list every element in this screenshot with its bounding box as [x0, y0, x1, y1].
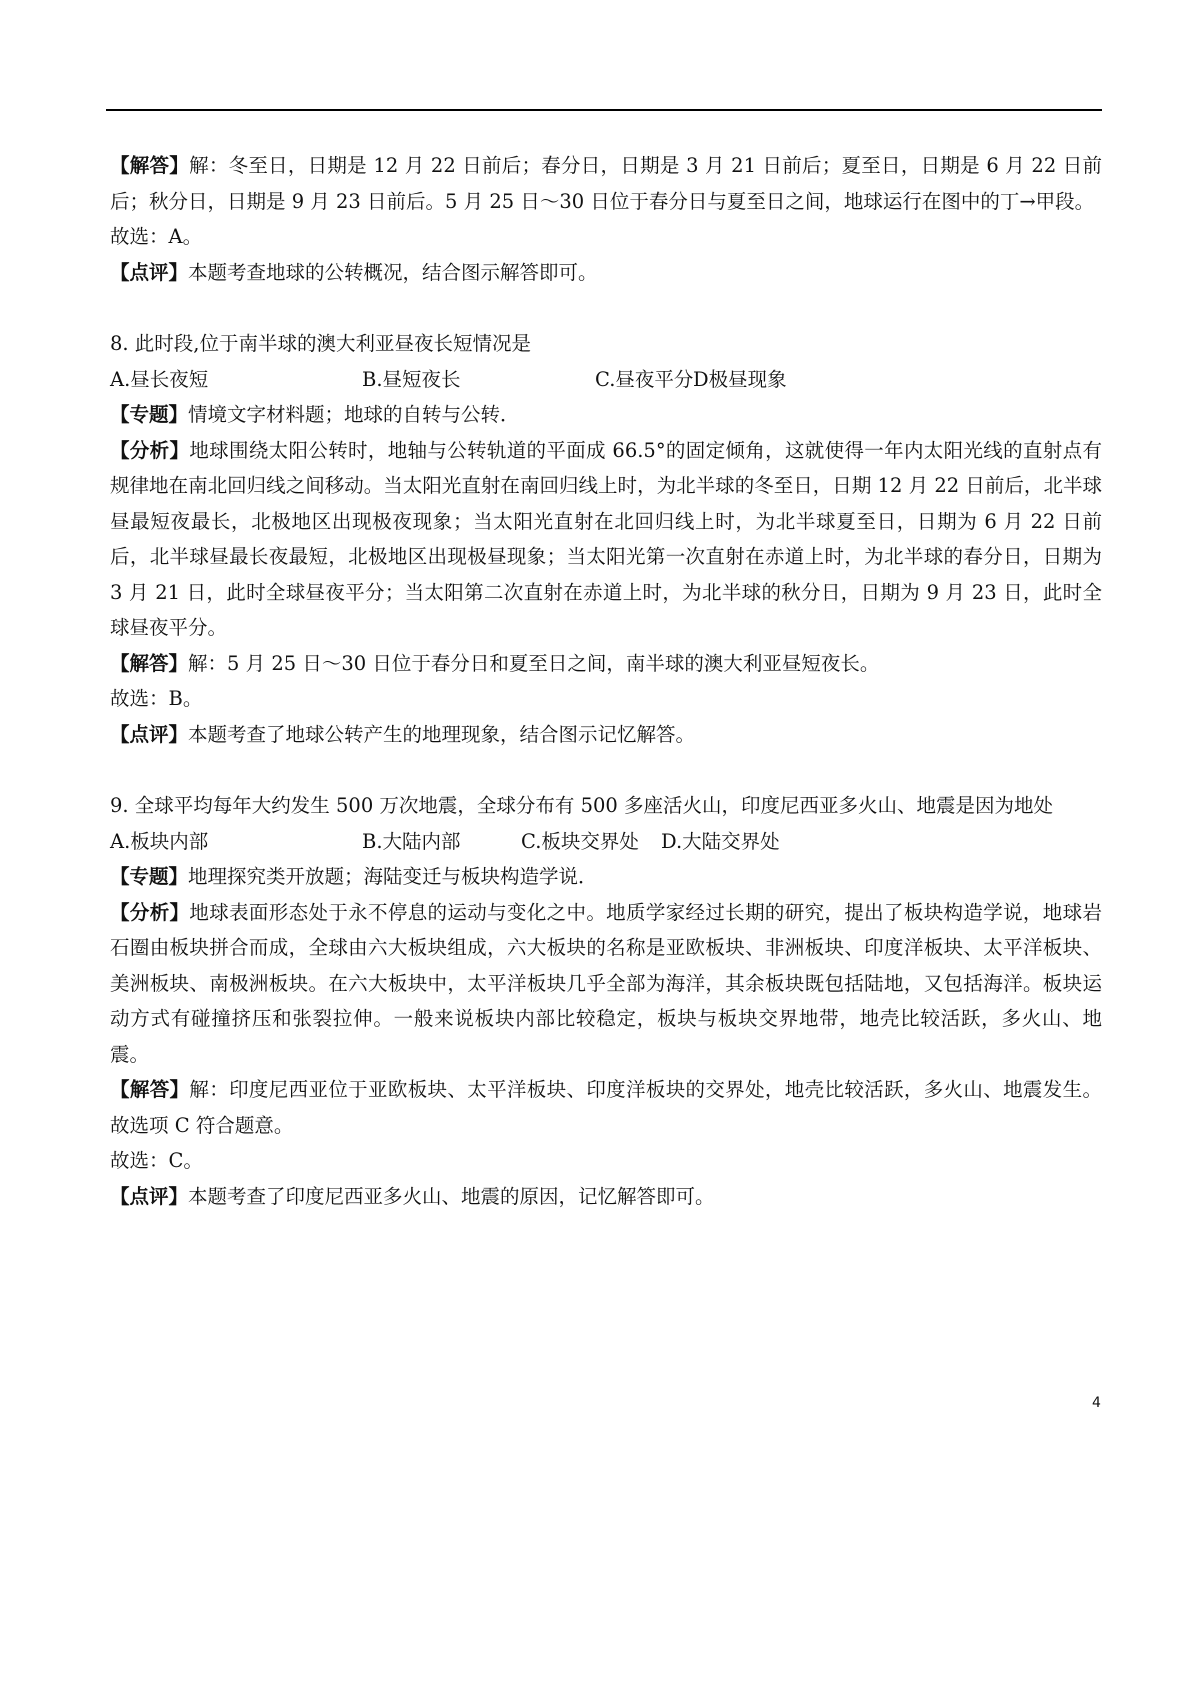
answer-text: 解：冬至日，日期是 12 月 22 日前后；春分日，日期是 3 月 21 日前后；夏至日，日期是 6 月 22 日前后；秋分日，日期是 9 月 23 日前后。5 月 25 日～30 日位于春分日与夏至日之间，地球运行在图中的丁→甲段。 [110, 154, 1102, 213]
option-d: D.大陆交界处 [661, 829, 780, 853]
review-tag: 【点评】 [110, 260, 189, 284]
option-b: B.大陆内部 [362, 829, 461, 853]
review-text: 本题考查了地球公转产生的地理现象，结合图示记忆解答。 [188, 722, 696, 746]
option-c: C.板块交界处 [521, 829, 639, 853]
q7-choice: 故选：A。 [110, 225, 203, 248]
q7-review [110, 255, 1102, 291]
q9-question: 9. 全球平均每年大约发生 500 万次地震，全球分布有 500 多座活火山，印度尼西亚多火山、地震是因为地处 [110, 794, 1054, 817]
option-a: A.板块内部 [110, 829, 209, 853]
analysis-text: 地球围绕太阳公转时，地轴与公转轨道的平面成 66.5°的固定倾角，这就使得一年内太阳光线的直射点有规律地在南北回归线之间移动。当太阳光直射在南回归线上时，为北半球的冬至日，日期 12 月 22 日前后，北半球昼最短夜最长，北极地区出现极夜现象；当太阳光直射在北回归线上时，为北半球夏至日，日期为 6 月 22 日前后，北半球昼最长夜最短，北极地区出现极昼现象；当太阳光第一次直射在赤道上时，为北半球的春分日，日期为 3 月 21 日，此时全球昼夜平分；当太阳第二次直射在赤道上时，为北半球的秋分日，日期为 9 月 23 日，此时全球昼夜平分。 [110, 438, 1102, 639]
option-b: B.昼短夜长 [362, 367, 461, 391]
option-a: A.昼长夜短 [110, 367, 209, 391]
answer-tag: 【解答】 [110, 154, 190, 177]
q9-analysis [110, 895, 1102, 1073]
q8-answer [110, 646, 1102, 682]
q9-review [110, 1179, 1102, 1215]
topic-tag: 【专题】 [110, 865, 189, 888]
analysis-text: 地球表面形态处于永不停息的运动与变化之中。地质学家经过长期的研究，提出了板块构造学说，地球岩石圈由板块拼合而成，全球由六大板块组成，六大板块的名称是亚欧板块、非洲板块、印度洋板块、太平洋板块、美洲板块、南极洲板块。在六大板块中，太平洋板块几乎全部为海洋，其余板块既包括陆地，又包括海洋。板块运动方式有碰撞挤压和张裂拉伸。一般来说板块内部比较稳定，板块与板块交界地带，地壳比较活跃，多火山、地震。 [110, 900, 1102, 1066]
review-text: 本题考查了印度尼西亚多火山、地震的原因，记忆解答即可。 [188, 1184, 715, 1208]
q8-question: 8. 此时段,位于南半球的澳大利亚昼夜长短情况是 [110, 332, 532, 355]
q7-answer [110, 148, 1102, 219]
answer-text: 解：印度尼西亚位于亚欧板块、太平洋板块、印度洋板块的交界处，地壳比较活跃，多火山、地震发生。故选项 C 符合题意。 [110, 1078, 1102, 1137]
q8-options [110, 362, 1102, 398]
document-body [110, 148, 1102, 1214]
q8-topic [110, 397, 1102, 433]
review-tag: 【点评】 [110, 1184, 189, 1208]
q9-answer [110, 1072, 1102, 1143]
review-tag: 【点评】 [110, 722, 189, 746]
answer-tag: 【解答】 [110, 1078, 190, 1101]
option-c: C.昼夜平分 [595, 367, 694, 391]
topic-text: 地理探究类开放题；海陆变迁与板块构造学说． [188, 865, 598, 888]
answer-tag: 【解答】 [110, 651, 189, 675]
q9-topic [110, 859, 1102, 895]
q9-options [110, 824, 1102, 860]
q8-analysis [110, 433, 1102, 646]
q9-choice: 故选：C。 [110, 1149, 203, 1172]
page-number: 4 [1092, 1395, 1101, 1411]
option-d: D极昼现象 [693, 367, 787, 391]
q8-choice: 故选：B。 [110, 687, 203, 710]
q8-review [110, 717, 1102, 753]
review-text: 本题考查地球的公转概况，结合图示解答即可。 [188, 260, 598, 284]
header-rule [106, 109, 1102, 111]
topic-tag: 【专题】 [110, 403, 189, 426]
answer-text: 解：5 月 25 日～30 日位于春分日和夏至日之间，南半球的澳大利亚昼短夜长。 [188, 651, 880, 675]
topic-text: 情境文字材料题；地球的自转与公转． [188, 403, 520, 426]
analysis-tag: 【分析】 [110, 900, 190, 924]
analysis-tag: 【分析】 [110, 438, 190, 462]
